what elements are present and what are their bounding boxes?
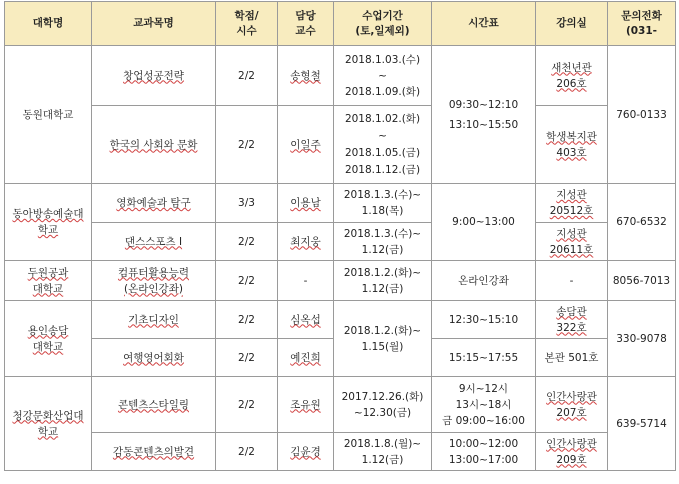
table-row [5, 377, 676, 433]
cell-timetable: 15:15~17:55 [432, 339, 536, 377]
table-row [5, 261, 676, 301]
cell-period: 2018.1.3.(수)~ 1.18(목) [334, 184, 432, 223]
cell-professor: 송형철 [278, 46, 334, 106]
cell-credits: 2/2 [216, 377, 278, 433]
cell-period: 2018.1.8.(월)~ 1.12(금) [334, 433, 432, 471]
cell-period: 2017.12.26.(화) ~12.30(금) [334, 377, 432, 433]
cell-timetable: 온라인강좌 [432, 261, 536, 301]
cell-university: 청강문화산업대 학교 [5, 377, 92, 471]
cell-timetable: 12:30~15:10 [432, 301, 536, 339]
header-phone: 문의전화 (031- [608, 2, 676, 46]
cell-course: 콘텐츠스타일링 [92, 377, 216, 433]
cell-university: 동아방송예술대 학교 [5, 184, 92, 261]
cell-room: 본관 501호 [536, 339, 608, 377]
cell-period: 2018.1.03.(수) ~ 2018.1.09.(화) [334, 46, 432, 106]
cell-phone: 760-0133 [608, 46, 676, 184]
cell-course: 감동콘텐츠의발견 [92, 433, 216, 471]
cell-room: - [536, 261, 608, 301]
cell-credits: 2/2 [216, 223, 278, 261]
cell-university: 동원대학교 [5, 46, 92, 184]
cell-course: 창업성공전략 [92, 46, 216, 106]
table-row [5, 301, 676, 339]
cell-professor: - [278, 261, 334, 301]
cell-phone: 8056-7013 [608, 261, 676, 301]
cell-professor: 심옥섭 [278, 301, 334, 339]
cell-course: 한국의 사회와 문화 [92, 106, 216, 184]
cell-phone: 670-6532 [608, 184, 676, 261]
header-room: 강의실 [536, 2, 608, 46]
header-course: 교과목명 [92, 2, 216, 46]
cell-period: 2018.1.3.(수)~ 1.12(금) [334, 223, 432, 261]
cell-room: 인간사랑관 209호 [536, 433, 608, 471]
cell-credits: 2/2 [216, 339, 278, 377]
cell-professor: 김윤경 [278, 433, 334, 471]
cell-professor: 이용남 [278, 184, 334, 223]
table-row [5, 106, 676, 184]
cell-room: 지성관 20512호 [536, 184, 608, 223]
cell-course: 댄스스포츠 I [92, 223, 216, 261]
cell-credits: 2/2 [216, 261, 278, 301]
cell-timetable: 9:00~13:00 [432, 184, 536, 261]
header-period: 수업기간 (토,일제외) [334, 2, 432, 46]
course-schedule-table [4, 1, 676, 471]
table-row [5, 223, 676, 261]
header-timetable: 시간표 [432, 2, 536, 46]
cell-course: 영화예술과 탐구 [92, 184, 216, 223]
cell-period: 2018.1.2.(화)~ 1.15(월) [334, 301, 432, 377]
cell-university: 용인송담 대학교 [5, 301, 92, 377]
cell-timetable: 9시~12시 13시~18시 금 09:00~16:00 [432, 377, 536, 433]
cell-phone: 639-5714 [608, 377, 676, 471]
cell-room: 새천년관 206호 [536, 46, 608, 106]
cell-professor: 최지웅 [278, 223, 334, 261]
cell-room: 지성관 20611호 [536, 223, 608, 261]
header-professor: 담당 교수 [278, 2, 334, 46]
table-row [5, 46, 676, 106]
cell-course: 기초디자인 [92, 301, 216, 339]
cell-professor: 이일주 [278, 106, 334, 184]
cell-professor: 조유원 [278, 377, 334, 433]
cell-room: 인간사랑관 207호 [536, 377, 608, 433]
cell-university: 두원공과 대학교 [5, 261, 92, 301]
cell-timetable: 09:30~12:10 13:10~15:50 [432, 46, 536, 184]
cell-period: 2018.1.2.(화)~ 1.12(금) [334, 261, 432, 301]
cell-credits: 3/3 [216, 184, 278, 223]
cell-credits: 2/2 [216, 46, 278, 106]
cell-credits: 2/2 [216, 433, 278, 471]
cell-course: 컴퓨터활용능력 (온라인강좌) [92, 261, 216, 301]
cell-credits: 2/2 [216, 301, 278, 339]
cell-credits: 2/2 [216, 106, 278, 184]
cell-phone: 330-9078 [608, 301, 676, 377]
header-row [5, 2, 676, 46]
cell-room: 송담관 322호 [536, 301, 608, 339]
cell-professor: 예진희 [278, 339, 334, 377]
cell-timetable: 10:00~12:00 13:00~17:00 [432, 433, 536, 471]
header-credits: 학점/ 시수 [216, 2, 278, 46]
table-row [5, 184, 676, 223]
table-row [5, 433, 676, 471]
cell-course: 여행영어회화 [92, 339, 216, 377]
cell-period: 2018.1.02.(화) ~ 2018.1.05.(금) 2018.1.12.(금) [334, 106, 432, 184]
cell-room: 학생복지관 403호 [536, 106, 608, 184]
header-university: 대학명 [5, 2, 92, 46]
